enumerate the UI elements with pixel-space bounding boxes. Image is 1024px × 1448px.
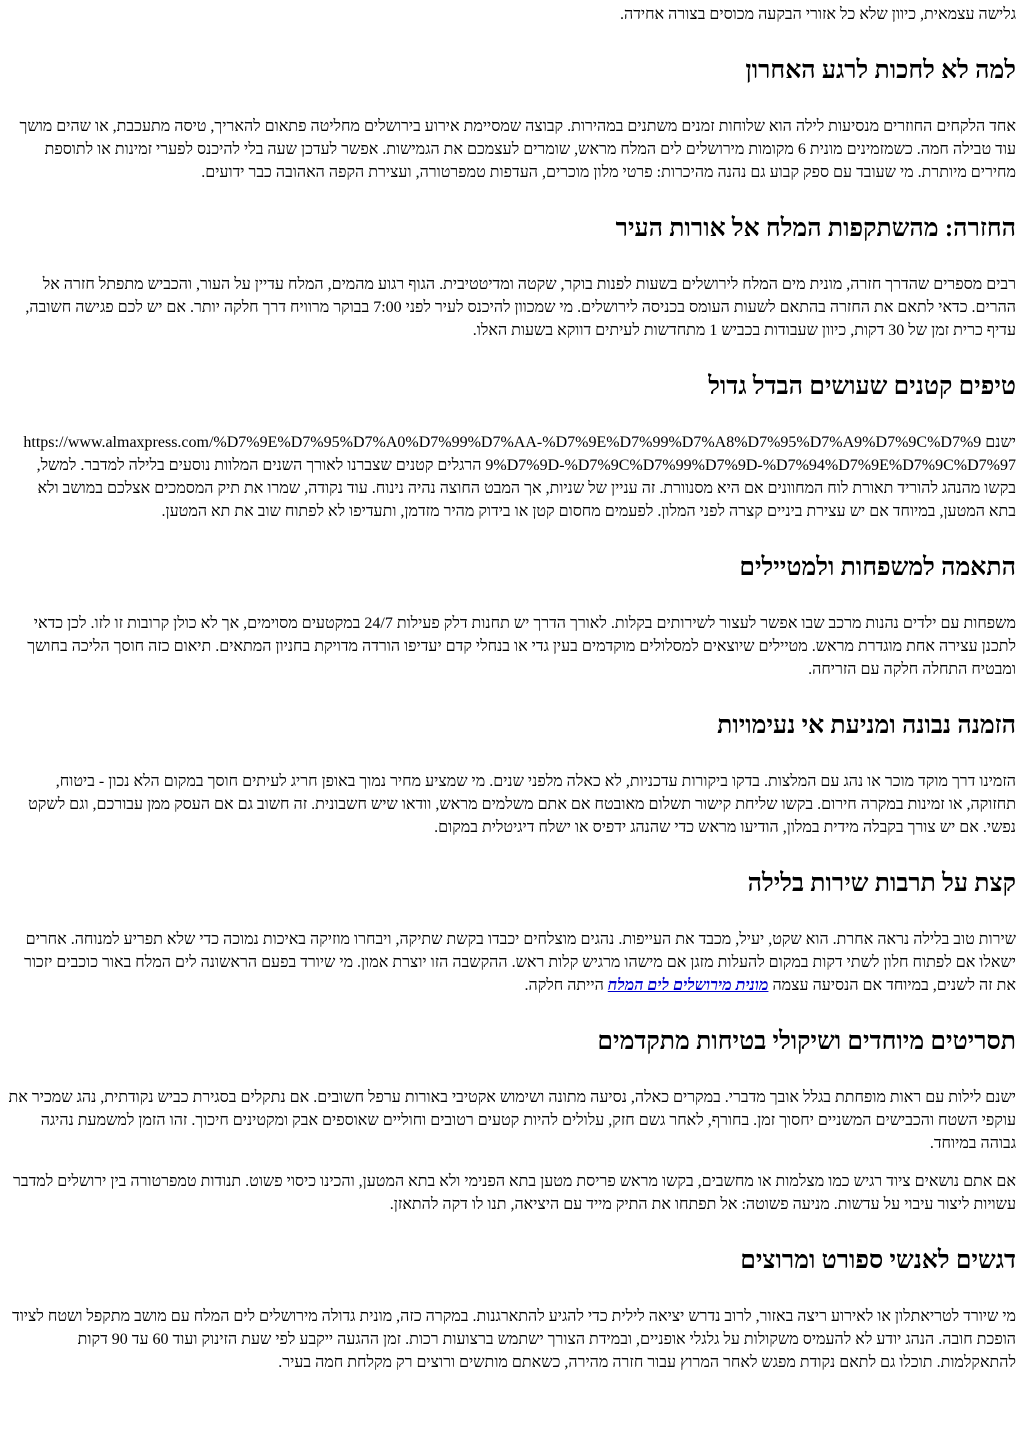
tips-text-before: ישנם bbox=[985, 434, 1016, 451]
section-heading: דגשים לאנשי ספורט ומרוצים bbox=[740, 1247, 1016, 1274]
paragraph: ישנם לילות עם ראות מופחתת בגלל אובך מדברי. במקרים כאלה, נסיעה מתונה ושימוש אקטיבי באורות ערפל חשובים. אם נתקלים בסגירת כביש נקודתית, נהג שמכיר את עוקפי השטח והכבישים המשניים יחסוך זמן. בחורף, לאחר גשם חזק, עלולים להיות קטעים רטובים וחוליים שאוספים אבק ומקטינים חיכוך. זהו הזמן למשמעת נהיגה גבוהה במיוחד. bbox=[8, 1089, 1016, 1152]
section-heading: למה לא לחכות לרגע האחרון bbox=[745, 57, 1016, 84]
section-heading: טיפים קטנים שעושים הבדל גדול bbox=[708, 373, 1016, 400]
paragraph: אחד הלקחים החוזרים מנסיעות לילה הוא שלוחות זמנים משתנים במהירות. קבוצה שמסיימת אירוע בירושלים מחליטה פתאום להאריך, טיסה מתעכבת, או שהים מושך עוד טבילה חמה. כשמזמינים מונית 6 מקומות מירושלים לים המלח מראש, שומרים לעצמכם את הגמישות. אפשר לעדכן שעה בלי להיכנס לפערי זמינות או לתוספת מחירים מיותרת. מי שעובד עם ספק קבוע גם נהנה מהיכרות: פרטי מלון מוכרים, העדפות טמפרטורה, ועצירת הקפה האהובה כבר ידועים. bbox=[19, 118, 1016, 181]
intro-paragraph-tail: גלישה עצמאית, כיוון שלא כל אזורי הבקעה מכוסים בצורה אחידה. bbox=[619, 6, 1016, 23]
section-heading: קצת על תרבות שירות בלילה bbox=[747, 870, 1016, 897]
night-text-after: הייתה חלקה. bbox=[524, 977, 604, 994]
tips-text-after: הרגלים קטנים שצברנו לאורך השנים המלוות נוסעים בלילה למדבר. למשל, בקשו מהנהג להוריד תאורת לוח המחוונים אם היא מסנוורת. זה עניין של שניות, אך המבט החוצה נהיה נינוח. עוד נקודה, שמרו את תיק המסמכים אצלכם במושב ולא בתא המטען, במיוחד אם יש עצירת ביניים קצרה לפני המלון. לפעמים מחסום קטן או בידוק מהיר מזדמן, ותעדיפו לא לפתוח שוב את תא המטען. bbox=[36, 457, 1016, 520]
paragraph: משפחות עם ילדים נהנות מרכב שבו אפשר לעצור לשירותים בקלות. לאורך הדרך יש תחנות דלק פעילות 24/7 במקטעים מסוימים, אך לא כולן קרובות זו לזו. לכן כדאי לתכנן עצירה אחת מוגדרת מראש. מטיילים שיוצאים למסלולים מוקדמים בעין גדי או בנחלי קדם יעדיפו הורדה מדויקת בחניון המתאים. תיאום כזה חוסך הליכה בחושך ומבטיח התחלה חלקה עם הזריחה. bbox=[27, 615, 1016, 678]
paragraph: הזמינו דרך מוקד מוכר או נהג עם המלצות. בדקו ביקורות עדכניות, לא כאלה מלפני שנים. מי שמציע מחיר נמוך באופן חריג לעיתים חוסך במקום הלא נכון - ביטוח, תחזוקה, או זמינות במקרה חירום. בקשו שליחת קישור תשלום מאובטח אם אתם משלמים מראש, וודאו שיש חשבונית. זה חשוב גם אם העסק ממן עבורכם, וגם לשקט נפשי. אם יש צורך בקבלה מידית במלון, הודיעו מראש כדי שהנהג ידפיס או ישלח דיגיטלית במקום. bbox=[28, 773, 1016, 836]
section-smart-booking bbox=[8, 710, 1016, 839]
paragraph: רבים מספרים שהדרך חזרה, מונית מים המלח לירושלים בשעות לפנות בוקר, שקטה ומדיטטיבית. הגוף רגוע מהמים, המלח עדיין על העור, והכביש מתפתל חזרה אל ההרים. כדאי לתאם את החזרה בהתאם לשעות העומס בכניסה לירושלים. מי שמכוון להיכנס לעיר לפני 7:00 בבוקר מרוויח דרך חלקה יותר. אם יש לכם פגישה חשובה, עדיף כרית זמן של 30 דקות, כיוון שעבודות בכביש 1 מתחדשות לעיתים דווקא בשעות האלו. bbox=[25, 276, 1016, 339]
section-small-tips bbox=[8, 371, 1016, 523]
paragraph: אם אתם נושאים ציוד רגיש כמו מצלמות או מחשבים, בקשו מראש פריסת מטען בתא הפנימי ולא בתא המטען, והכינו כיסוי פשוט. תנודות טמפרטורה בין ירושלים למדבר עשויות ליצור עיבוי על עדשות. מניעה פשוטה: אל תפתחו את התיק מייד עם היציאה, תנו לו דקה להתאזן. bbox=[13, 1173, 1016, 1213]
night-text-before: שירות טוב בלילה נראה אחרת. הוא שקט, יעיל, מכבד את העייפות. נהגים מוצלחים יכבדו בקשת שתיקה, ויבחרו מוזיקה באיכות נמוכה כדי שלא תפריע למנוחה. אחרים ישאלו אם לפתוח חלון לשתי דקות במקום להעלות מזגן אם מישהו מרגיש קלות ראש. ההקשבה הזו יוצרת אמון. מי שיורד בפעם הראשונה לים המלח באור כוכבים יזכור את זה לשנים, במיוחד אם הנסיעה עצמה bbox=[23, 931, 1016, 994]
section-last-minute bbox=[8, 55, 1016, 184]
taxi-jerusalem-dead-sea-link[interactable]: מונית מירושלים לים המלח bbox=[607, 977, 769, 994]
section-safety bbox=[8, 1026, 1016, 1216]
section-athletes bbox=[8, 1245, 1016, 1374]
paragraph bbox=[8, 431, 1016, 523]
section-heading: התאמה למשפחות ולמטיילים bbox=[739, 554, 1016, 581]
section-return-trip bbox=[8, 213, 1016, 342]
section-heading: הזמנה נבונה ומניעת אי נעימויות bbox=[717, 712, 1016, 739]
paragraph: מי שיורד לטריאתלון או לאירוע ריצה באזור, לרוב נדרש יציאה לילית כדי להגיע להתארגנות. במקרה כזה, מונית גדולה מירושלים לים המלח עם מושב מתקפל ושטח לציוד הופכת חובה. הנהג יודע לא להעמיס משקולות על גלגלי אופניים, ובמידת הצורך ישתמש ברצועות רכות. זמן ההגעה ייקבע לפי שעת הזינוק ועוד 60 עד 90 דקות להתאקלמות. תוכלו גם לתאם נקודת מפגש לאחר המרוץ עבור חזרה מהירה, כשאתם מותשים ורוצים רק מקלחת חמה בעיר. bbox=[12, 1308, 1016, 1371]
section-heading: תסריטים מיוחדים ושיקולי בטיחות מתקדמים bbox=[597, 1028, 1016, 1055]
paragraph bbox=[8, 928, 1016, 997]
section-night-service bbox=[8, 868, 1016, 997]
raw-url-text: https://www.almaxpress.com/%D7%9E%D7%95%D7%A0%D7%99%D7%AA-%D7%9E%D7%99%D7%A8%D7%95%D7%A9%D7%9C%D7%99%D7%9D-%D7%9C%D7%99%D7%9D-%D7%94%D7%9E%D7%9C%D7%97 bbox=[23, 434, 1016, 474]
section-heading: החזרה: מהשתקפות המלח אל אורות העיר bbox=[615, 215, 1016, 242]
section-families bbox=[8, 552, 1016, 681]
